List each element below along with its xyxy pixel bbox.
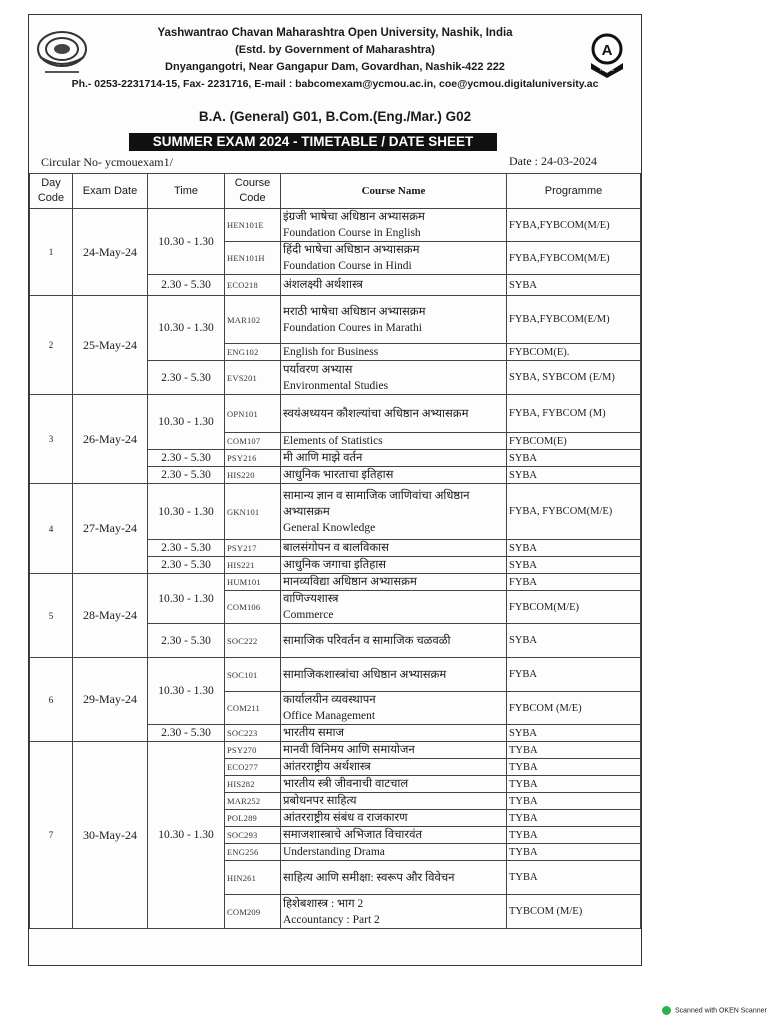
circular-date: Date : 24-03-2024	[509, 154, 597, 168]
course-name-cell	[281, 209, 507, 242]
programme-cell: TYBA	[507, 742, 641, 759]
programme-cell: SYBA	[507, 624, 641, 658]
exam-title: SUMMER EXAM 2024 - TIMETABLE / DATE SHEET	[129, 133, 497, 151]
course-name-cell	[281, 361, 507, 395]
programme-cell: TYBA	[507, 827, 641, 844]
table-row	[30, 742, 641, 759]
time-cell: 2.30 - 5.30	[148, 624, 225, 658]
course-name-cell	[281, 344, 507, 361]
course-name-marathi: आधुनिक जगाचा इतिहास	[283, 559, 387, 571]
course-name-english: Commerce	[283, 609, 334, 621]
course-code-cell: MAR252	[225, 793, 281, 810]
course-name-marathi: पर्यावरण अभ्यास	[283, 363, 353, 376]
course-name-english: Foundation Coures in Marathi	[283, 321, 422, 334]
exam-date-cell: 30-May-24	[73, 742, 148, 929]
time-cell: 2.30 - 5.30	[148, 540, 225, 557]
course-name-marathi: साहित्य आणि समीक्षा: स्वरूप और विवेचन	[283, 871, 455, 884]
circular-number: Circular No- ycmouexam1/	[41, 155, 173, 169]
course-name-marathi: सामाजिकशास्त्रांचा अधिष्ठान अभ्यासक्रम	[283, 668, 447, 681]
table-row	[30, 395, 641, 433]
course-name-marathi: आंतरराष्ट्रीय अर्थशास्त्र	[283, 761, 371, 773]
day-code-cell: 6	[30, 658, 73, 742]
table-row	[30, 296, 641, 344]
table-row	[30, 484, 641, 540]
col-course-code: Course Code	[225, 174, 281, 209]
time-cell: 2.30 - 5.30	[148, 275, 225, 296]
col-exam-date: Exam Date	[73, 174, 148, 209]
course-code-cell: ENG256	[225, 844, 281, 861]
programme-cell: FYBA, FYBCOM (M)	[507, 395, 641, 433]
course-name-cell	[281, 895, 507, 929]
col-course-name: Course Name	[281, 174, 507, 209]
course-name-cell	[281, 793, 507, 810]
course-name-cell	[281, 433, 507, 450]
university-header	[29, 15, 641, 99]
exam-date-cell: 28-May-24	[73, 574, 148, 658]
time-cell: 10.30 - 1.30	[148, 658, 225, 725]
course-code-cell: OPN101	[225, 395, 281, 433]
programme-cell: SYBA	[507, 275, 641, 296]
course-name-cell	[281, 296, 507, 344]
course-code-cell: COM107	[225, 433, 281, 450]
programme-cell: TYBCOM (M/E)	[507, 895, 641, 929]
course-name-cell	[281, 776, 507, 793]
course-code-cell: HEN101E	[225, 209, 281, 242]
university-estd: (Estd. by Government of Maharashtra)	[235, 44, 435, 56]
course-name-cell	[281, 759, 507, 776]
programme-cell: TYBA	[507, 810, 641, 827]
naac-label: NAAC	[600, 67, 614, 73]
naac-grade: A	[601, 42, 613, 59]
day-code-cell: 7	[30, 742, 73, 929]
course-name-marathi: प्रबोधनपर साहित्य	[283, 795, 357, 807]
university-address: Dnyangangotri, Near Gangapur Dam, Govardhan, Nashik-422 222	[165, 61, 505, 73]
course-code-cell: COM211	[225, 692, 281, 725]
university-contact: Ph.- 0253-2231714-15, Fax- 2231716, E-mail : babcomexam@ycmou.ac.in, coe@ycmou.digitaluniversity.ac	[71, 78, 599, 90]
course-name-marathi: हिंदी भाषेचा अधिष्ठान अभ्यासक्रम	[283, 244, 420, 256]
programme-cell: FYBCOM (M/E)	[507, 692, 641, 725]
course-name-cell	[281, 557, 507, 574]
course-name-marathi: वाणिज्यशास्त्र	[283, 593, 339, 605]
course-name-english: Foundation Course in English	[283, 227, 421, 239]
course-name-marathi: हिशेबशास्त्र : भाग 2	[283, 897, 364, 910]
programme-cell: FYBA,FYBCOM(M/E)	[507, 209, 641, 242]
course-code-cell: ECO218	[225, 275, 281, 296]
course-name-marathi: स्वयंअध्ययन कौशल्यांचा अधिष्ठान अभ्यासक्रम	[283, 407, 469, 420]
col-programme: Programme	[507, 174, 641, 209]
programme-cell: FYBCOM(E).	[507, 344, 641, 361]
timetable-page	[28, 14, 642, 966]
table-row	[30, 658, 641, 692]
exam-date-cell: 29-May-24	[73, 658, 148, 742]
time-cell: 10.30 - 1.30	[148, 395, 225, 450]
programme-cell: FYBA	[507, 574, 641, 591]
day-code-cell: 1	[30, 209, 73, 296]
course-name-marathi: समाजशास्त्राचे अभिजात विचारवंत	[283, 829, 423, 841]
time-cell: 10.30 - 1.30	[148, 484, 225, 540]
course-code-cell: PSY216	[225, 450, 281, 467]
course-name-english: Environmental Studies	[283, 379, 389, 392]
university-logo	[35, 27, 89, 77]
course-name-marathi: मी आणि माझे वर्तन	[283, 452, 363, 464]
time-cell: 10.30 - 1.30	[148, 296, 225, 361]
time-cell: 10.30 - 1.30	[148, 209, 225, 275]
course-name-english: Elements of Statistics	[283, 435, 383, 447]
time-cell: 10.30 - 1.30	[148, 574, 225, 624]
course-code-cell: HUM101	[225, 574, 281, 591]
course-name-marathi: इंग्रजी भाषेचा अधिष्ठान अभ्यासक्रम	[283, 211, 425, 223]
course-code-cell: SOC293	[225, 827, 281, 844]
course-name-marathi: मानवी विनिमय आणि समायोजन	[283, 744, 415, 756]
course-code-cell: HEN101H	[225, 242, 281, 275]
timetable-table	[29, 173, 641, 929]
programme-cell: SYBA	[507, 540, 641, 557]
table-header-row	[30, 174, 641, 209]
course-code-cell: COM209	[225, 895, 281, 929]
programme-title: B.A. (General) G01, B.Com.(Eng./Mar.) G02	[198, 109, 472, 124]
course-name-cell	[281, 624, 507, 658]
programme-cell: SYBA	[507, 557, 641, 574]
programme-cell: FYBCOM(E)	[507, 433, 641, 450]
course-name-cell	[281, 484, 507, 540]
programme-cell: TYBA	[507, 776, 641, 793]
course-name-english: General Knowledge	[283, 521, 376, 534]
scanner-logo-icon	[662, 1006, 671, 1015]
course-code-cell: COM106	[225, 591, 281, 624]
day-code-cell: 5	[30, 574, 73, 658]
col-day-code: Day Code	[30, 174, 73, 209]
course-code-cell: GKN101	[225, 484, 281, 540]
university-name: Yashwantrao Chavan Maharashtra Open University, Nashik, India	[157, 27, 513, 39]
course-name-marathi: भारतीय समाज	[283, 727, 345, 739]
programme-cell: FYBCOM(M/E)	[507, 591, 641, 624]
course-name-english: English for Business	[283, 346, 379, 358]
day-code-cell: 3	[30, 395, 73, 484]
programme-cell: FYBA,FYBCOM(M/E)	[507, 242, 641, 275]
programme-cell: FYBA	[507, 658, 641, 692]
course-name-cell	[281, 540, 507, 557]
course-name-cell	[281, 395, 507, 433]
programme-cell: TYBA	[507, 861, 641, 895]
course-name-cell	[281, 467, 507, 484]
course-name-marathi: मानव्यविद्या अधिष्ठान अभ्यासक्रम	[283, 576, 417, 588]
course-name-cell	[281, 591, 507, 624]
course-code-cell: HIS220	[225, 467, 281, 484]
course-name-cell	[281, 450, 507, 467]
exam-date-cell: 26-May-24	[73, 395, 148, 484]
course-name-english: Understanding Drama	[283, 846, 385, 858]
course-code-cell: SOC222	[225, 624, 281, 658]
exam-date-cell: 27-May-24	[73, 484, 148, 574]
col-time: Time	[148, 174, 225, 209]
course-name-cell	[281, 574, 507, 591]
course-name-cell	[281, 844, 507, 861]
course-name-marathi: आधुनिक भारताचा इतिहास	[283, 469, 394, 481]
course-code-cell: HIN261	[225, 861, 281, 895]
course-name-cell	[281, 861, 507, 895]
course-code-cell: ENG102	[225, 344, 281, 361]
programme-cell: TYBA	[507, 759, 641, 776]
scanner-text: Scanned with OKEN Scanner	[675, 1007, 767, 1015]
table-row	[30, 574, 641, 591]
programme-cell: SYBA	[507, 467, 641, 484]
programme-cell: FYBA, FYBCOM(M/E)	[507, 484, 641, 540]
course-name-english: Foundation Course in Hindi	[283, 260, 412, 272]
course-name-marathi: अंशलक्ष्यी अर्थशास्त्र	[283, 279, 363, 291]
course-name-cell	[281, 658, 507, 692]
course-name-marathi: सामाजिक परिवर्तन व सामाजिक चळवळी	[283, 634, 451, 647]
course-name-marathi: आंतरराष्ट्रीय संबंध व राजकारण	[283, 812, 408, 824]
timetable-body	[30, 209, 641, 929]
course-name-marathi: मराठी भाषेचा अधिष्ठान अभ्यासक्रम	[283, 305, 426, 318]
programme-cell: SYBA	[507, 450, 641, 467]
programme-cell: TYBA	[507, 844, 641, 861]
course-name-marathi: बालसंगोपन व बालविकास	[283, 542, 389, 554]
time-cell: 2.30 - 5.30	[148, 467, 225, 484]
course-name-english: Accountancy : Part 2	[283, 913, 380, 926]
time-cell: 2.30 - 5.30	[148, 361, 225, 395]
course-code-cell: HIS282	[225, 776, 281, 793]
course-name-marathi: कार्यालयीन व्यवस्थापन	[283, 694, 376, 706]
day-code-cell: 4	[30, 484, 73, 574]
exam-date-cell: 25-May-24	[73, 296, 148, 395]
day-code-cell: 2	[30, 296, 73, 395]
course-name-cell	[281, 725, 507, 742]
course-code-cell: SOC101	[225, 658, 281, 692]
programme-cell: SYBA, SYBCOM (E/M)	[507, 361, 641, 395]
course-name-cell	[281, 827, 507, 844]
naac-badge-icon	[585, 27, 629, 79]
time-cell: 10.30 - 1.30	[148, 742, 225, 929]
course-name-cell	[281, 275, 507, 296]
table-row	[30, 209, 641, 242]
course-name-marathi: भारतीय स्त्री जीवनाची वाटचाल	[283, 778, 409, 790]
course-name-cell	[281, 242, 507, 275]
exam-date-cell: 24-May-24	[73, 209, 148, 296]
course-code-cell: MAR102	[225, 296, 281, 344]
course-code-cell: POL289	[225, 810, 281, 827]
programme-cell: FYBA,FYBCOM(E/M)	[507, 296, 641, 344]
course-code-cell: EVS201	[225, 361, 281, 395]
course-name-cell	[281, 810, 507, 827]
course-code-cell: HIS221	[225, 557, 281, 574]
course-name-cell	[281, 692, 507, 725]
time-cell: 2.30 - 5.30	[148, 450, 225, 467]
course-code-cell: PSY270	[225, 742, 281, 759]
course-name-cell	[281, 742, 507, 759]
course-code-cell: SOC223	[225, 725, 281, 742]
time-cell: 2.30 - 5.30	[148, 725, 225, 742]
course-code-cell: ECO277	[225, 759, 281, 776]
programme-cell: TYBA	[507, 793, 641, 810]
course-name-marathi: सामान्य ज्ञान व सामाजिक जाणिवांचा अधिष्ठान अभ्यासक्रम	[283, 489, 470, 518]
programme-cell: SYBA	[507, 725, 641, 742]
course-name-english: Office Management	[283, 710, 376, 722]
course-code-cell: PSY217	[225, 540, 281, 557]
time-cell: 2.30 - 5.30	[148, 557, 225, 574]
scanner-watermark	[662, 1006, 767, 1015]
